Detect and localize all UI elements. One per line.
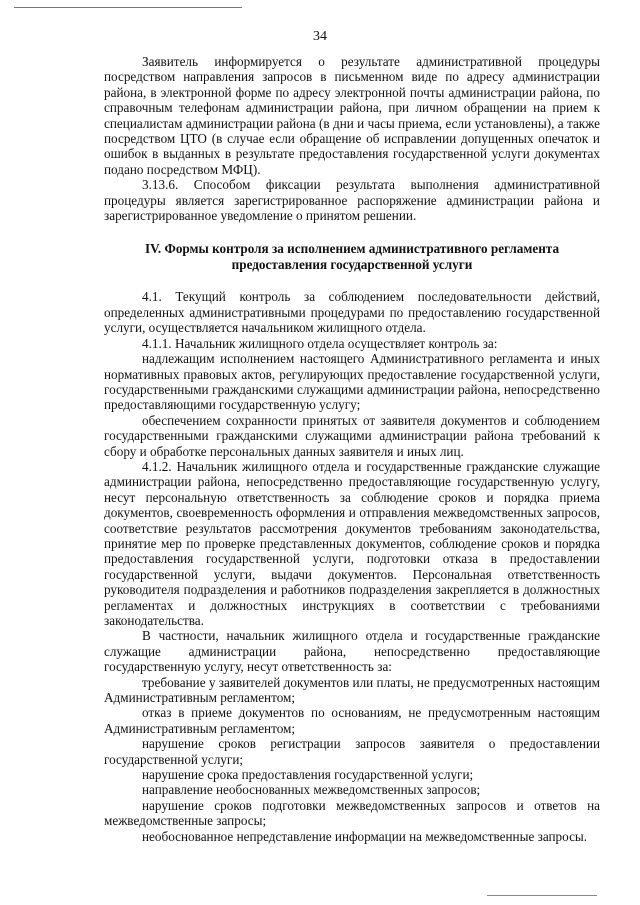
list-item: нарушение сроков регистрации запросов заявителя о предоставлении государственной услуги; xyxy=(104,736,600,767)
paragraph: обеспечением сохранности принятых от заявителя документов и соблюдением государственными гражданскими служащими администрации района требований к сбору и обработке персональных данных заявителя и иных лиц. xyxy=(104,412,600,459)
section-heading: IV. Формы контроля за исполнением административного регламента предоставления государственной услуги xyxy=(144,241,560,273)
paragraph: 4.1.1. Начальник жилищного отдела осуществляет контроль за: xyxy=(142,335,498,351)
paragraph: В частности, начальник жилищного отдела и государственные гражданские служащие администрации района, непосредственно предоставляющие государственную услугу, несут ответственность за: xyxy=(104,628,600,675)
scan-edge-line-top xyxy=(14,7,242,8)
list-item: нарушение срока предоставления государственной услуги; xyxy=(142,767,474,783)
page-number: 34 xyxy=(313,29,327,44)
paragraph: 4.1. Текущий контроль за соблюдением последовательности действий, определенных административными процедурами по предоставлению государственной услуги, осуществляется начальником жилищного отдела. xyxy=(104,289,600,336)
document-body xyxy=(104,54,600,844)
list-item: нарушение сроков подготовки межведомственных запросов и ответов на межведомственные запросы; xyxy=(104,797,600,829)
paragraph: 3.13.6. Способом фиксации результата выполнения административной процедуры является зарегистрированное распоряжение администрации района и зарегистрированное уведомление о принятом решении. xyxy=(104,177,600,224)
list-item: необоснованное непредставление информации на межведомственные запросы. xyxy=(142,828,588,844)
list-item: требование у заявителей документов или платы, не предусмотренных настоящим Административным регламентом; xyxy=(104,674,600,706)
list-item: отказ в приеме документов по основаниям, не предусмотренным настоящим Административным регламентом; xyxy=(104,705,600,736)
paragraph: 4.1.2. Начальник жилищного отдела и государственные гражданские служащие администрации района, непосредственно предоставляющие государственную услугу, несут персональную ответственность за соблюдение сроков и порядка приема документов, своевременность оформления и отправления межведомственных запросов, соответствие результатов рассмотрения документов требованиям законодательства, принятие мер по проверке представленных документов, соблюдение сроков и порядка предоставления государственной услуги, подготовки отказа в предоставлении государственной услуги, выдачи документов. Персональная ответственность руководителя подразделения и работников подразделения закрепляется в должностных регламентах и должностных инструкциях в соответствии с требованиями законодательства. xyxy=(104,458,600,628)
list-item: направление необоснованных межведомственных запросов; xyxy=(142,782,481,798)
scan-edge-line-bottom xyxy=(487,895,597,896)
paragraph: надлежащим исполнением настоящего Административного регламента и иных нормативных правовых актов, регулирующих предоставление государственной услуги, государственными гражданскими служащими администрации района, непосредственно предоставляющими государственную услугу; xyxy=(104,351,600,413)
paragraph: Заявитель информируется о результате административной процедуры посредством направления запросов в письменном виде по адресу администрации района, в электронной форме по адресу электронной почты администрации района, по справочным телефонам администрации района, при личном обращении на прием к специалистам администрации района (в дни и часы приема, если установлены), а также посредством ЦТО (в случае если обращение об исправлении допущенных опечаток и ошибок в выданных в результате предоставления государственной услуги документах подано посредством МФЦ). xyxy=(104,54,600,177)
